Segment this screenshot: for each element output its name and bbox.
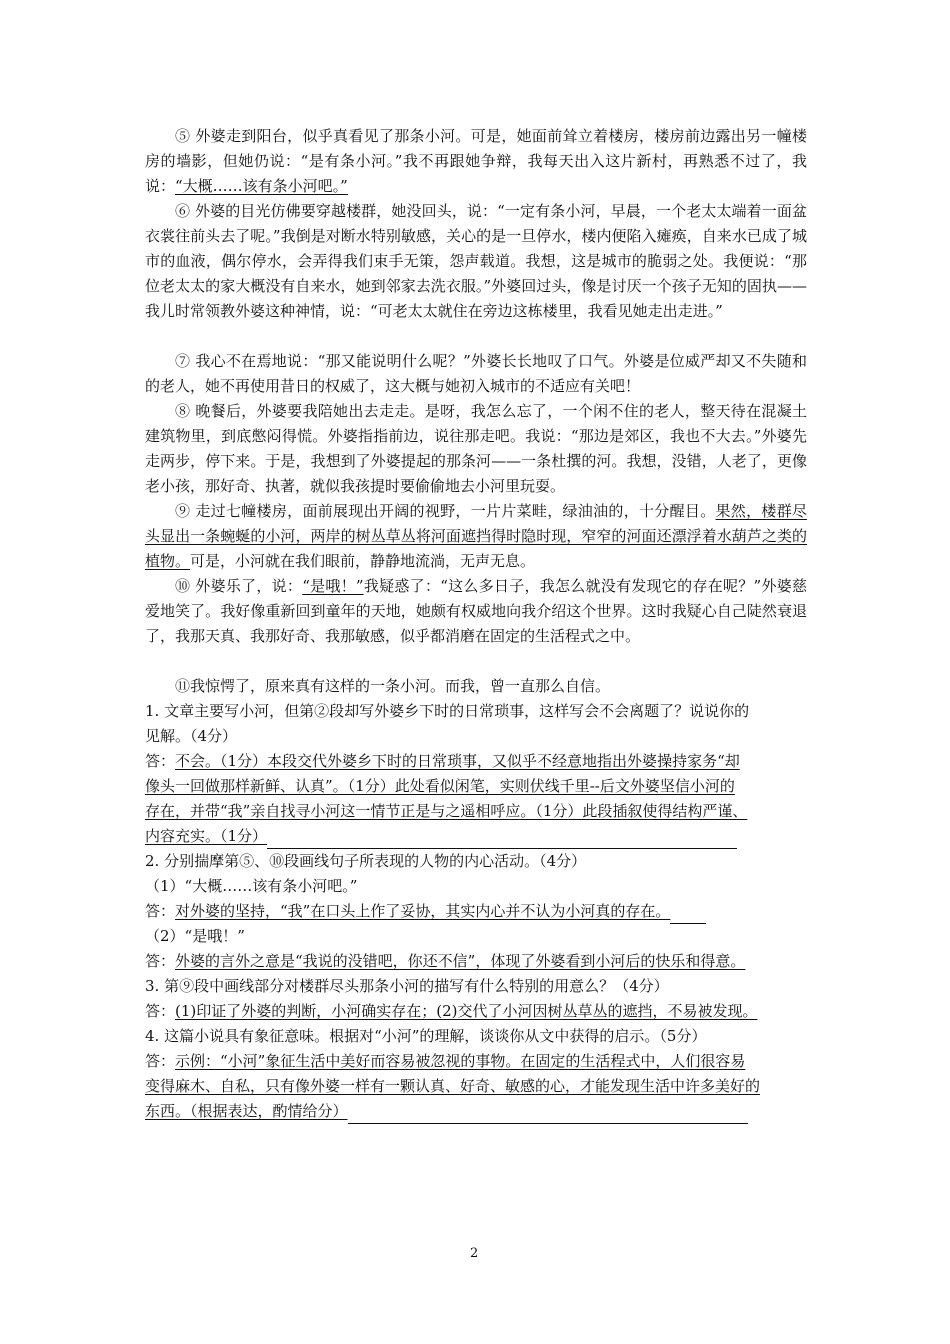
paragraph-9 bbox=[145, 499, 807, 574]
question-3: 3. 第⑨段中画线部分对楼群尽头那条小河的描写有什么特别的用意么？（4分） bbox=[145, 977, 669, 995]
answer-1-line-1 bbox=[145, 749, 740, 774]
paragraph-7: ⑦ 我心不在焉地说：“那又能说明什么呢？”外婆长长地叹了口气。外婆是位威严却又不失随和的老人，她不再使用昔日的权威了，这大概与她初入城市的不适应有关吧！ bbox=[145, 352, 807, 395]
answer-prefix: 答： bbox=[145, 1002, 176, 1020]
answer-1-line-3: 存在，并带“我”亲自找寻小河这一情节正是与之遥相呼应。（1分）此段插叙使得结构严谨、 bbox=[145, 802, 748, 820]
paragraph-9-tail: 可是，小河就在我们眼前，静静地流淌，无声无息。 bbox=[190, 552, 536, 570]
paragraph-5-text: ⑤ 外婆走到阳台，似乎真看见了那条小河。可是，她面前耸立着楼房，楼房前边露出另一幢楼房的墙影，但她仍说：“是有条小河。”我不再跟她争辩，我每天出入这片新村，再熟悉不过了，我说： bbox=[145, 127, 807, 195]
paragraph-9-underlined: 果然，楼群尽头显出一条蜿蜒的小河，两岸的树丛草丛将河面遮挡得时隐时现，窄窄的河面还漂浮着水葫芦之类的植物。 bbox=[145, 502, 807, 570]
answer-1-text-1: 不会。（1分）本段交代外婆乡下时的日常琐事，又似乎不经意地指出外婆操持家务“却 bbox=[175, 752, 740, 770]
question-1-line-1: 1. 文章主要写小河，但第②段却写外婆乡下时的日常琐事，这样写会不会离题了？说说你的 bbox=[145, 702, 750, 720]
paragraph-8: ⑧ 晚餐后，外婆要我陪她出去走走。是呀，我怎么忘了，一个闲不住的老人，整天待在混凝土建筑物里，到底憋闷得慌。外婆指指前边，说往那走吧。我说：“那边是郊区，我也不大去。”外婆先走两步，停下来。于是，我想到了外婆提起的那条河——一条杜撰的河。我想，没错，人老了，更像老小孩，那好奇、执著，就似我孩提时要偷偷地去小河里玩耍。 bbox=[145, 402, 807, 495]
answer-1-line-2: 像头一回做那样新鲜、认真”。（1分）此处看似闲笔，实则伏线千里--后文外婆坚信小河的 bbox=[145, 777, 735, 795]
answer-blank-line bbox=[267, 830, 737, 849]
answer-4-line-1 bbox=[145, 1049, 745, 1074]
paragraph-10 bbox=[145, 574, 807, 649]
answer-4-line-2: 变得麻木、自私，只有像外婆一样有一颗认真、好奇、敏感的心，才能发现生活中许多美好的 bbox=[145, 1077, 761, 1095]
question-2-sub-1: （1）“大概……该有条小河吧。” bbox=[145, 877, 358, 895]
paragraph-10-tail: 我疑惑了：“这么多日子，我怎么就没有发现它的存在呢？”外婆慈爱地笑了。我好像重新回到童年的天地，她颇有权威地向我介绍这个世界。这时我疑心自己陡然衰退了，我那天真、我那好奇、我那敏感，似乎都消磨在固定的生活程式之中。 bbox=[145, 577, 807, 645]
paragraph-10-underlined: “是哦！” bbox=[302, 577, 364, 595]
answer-4-text-1: 示例：“小河”象征生活中美好而容易被忽视的事物。在固定的生活程式中，人们很容易 bbox=[175, 1052, 746, 1070]
question-2-sub-2: （2）“是哦！” bbox=[145, 927, 245, 945]
answer-blank-line bbox=[670, 905, 706, 924]
paragraph-6: ⑥ 外婆的目光仿佛要穿越楼群，她没回头，说：“一定有条小河，早晨，一个老太太端着一面盆衣裳往前头去了呢。”我倒是对断水特别敏感，关心的是一旦停水，楼内便陷入瘫痪，自来水已成了城市的血液，偶尔停水，会弄得我们束手无策，怨声载道。我想，这是城市的脆弱之处。我便说：“那位老太太的家大概没有自来水，她到邻家去洗衣服。”外婆回过头，像是讨厌一个孩子无知的固执——我儿时常领教外婆这种神情，说：“可老太太就住在旁边这栋楼里，我看见她走出走进。” bbox=[145, 202, 807, 320]
answer-2-2 bbox=[145, 949, 745, 974]
paragraph-9-text: ⑨ 走过七幢楼房，面前展现出开阔的视野，一片片菜畦，绿油油的，十分醒目。 bbox=[175, 502, 716, 520]
answer-1-text-4: 内容充实。（1分） bbox=[145, 827, 268, 845]
answer-1-line-4 bbox=[145, 824, 737, 849]
paragraph-5-underlined: “大概……该有条小河吧。” bbox=[175, 177, 348, 195]
paragraph-11: ⑪我惊愕了，原来真有这样的一条小河。而我，曾一直那么自信。 bbox=[175, 677, 611, 695]
answer-4-line-3 bbox=[145, 1099, 748, 1124]
question-2: 2. 分别揣摩第⑤、⑩段画线句子所表现的人物的内心活动。（4分） bbox=[145, 852, 587, 870]
answer-2-2-text: 外婆的言外之意是“我说的没错吧，你还不信”，体现了外婆看到小河后的快乐和得意。 bbox=[175, 952, 746, 970]
answer-prefix: 答： bbox=[145, 952, 176, 970]
question-1-line-2: 见解。（4分） bbox=[145, 727, 238, 745]
answer-prefix: 答： bbox=[145, 752, 176, 770]
answer-blank-line bbox=[348, 1105, 748, 1124]
paragraph-5 bbox=[145, 124, 807, 199]
page-number: 2 bbox=[470, 1246, 479, 1261]
answer-4-text-3: 东西。（根据表达，酌情给分） bbox=[145, 1102, 348, 1120]
answer-prefix: 答： bbox=[145, 902, 176, 920]
answer-2-1-text: 对外婆的坚持，“我”在口头上作了妥协，其实内心并不认为小河真的存在。 bbox=[175, 902, 671, 920]
question-4: 4. 这篇小说具有象征意味。根据对“小河”的理解，谈谈你从文中获得的启示。（5分） bbox=[145, 1027, 707, 1045]
answer-3-text: (1)印证了外婆的判断，小河确实存在；(2)交代了小河因树丛草丛的遮挡，不易被发现。 bbox=[175, 1002, 758, 1020]
paragraph-10-text: ⑩ 外婆乐了，说： bbox=[175, 577, 303, 595]
answer-prefix: 答： bbox=[145, 1052, 176, 1070]
answer-3 bbox=[145, 999, 758, 1024]
answer-2-1 bbox=[145, 899, 706, 924]
